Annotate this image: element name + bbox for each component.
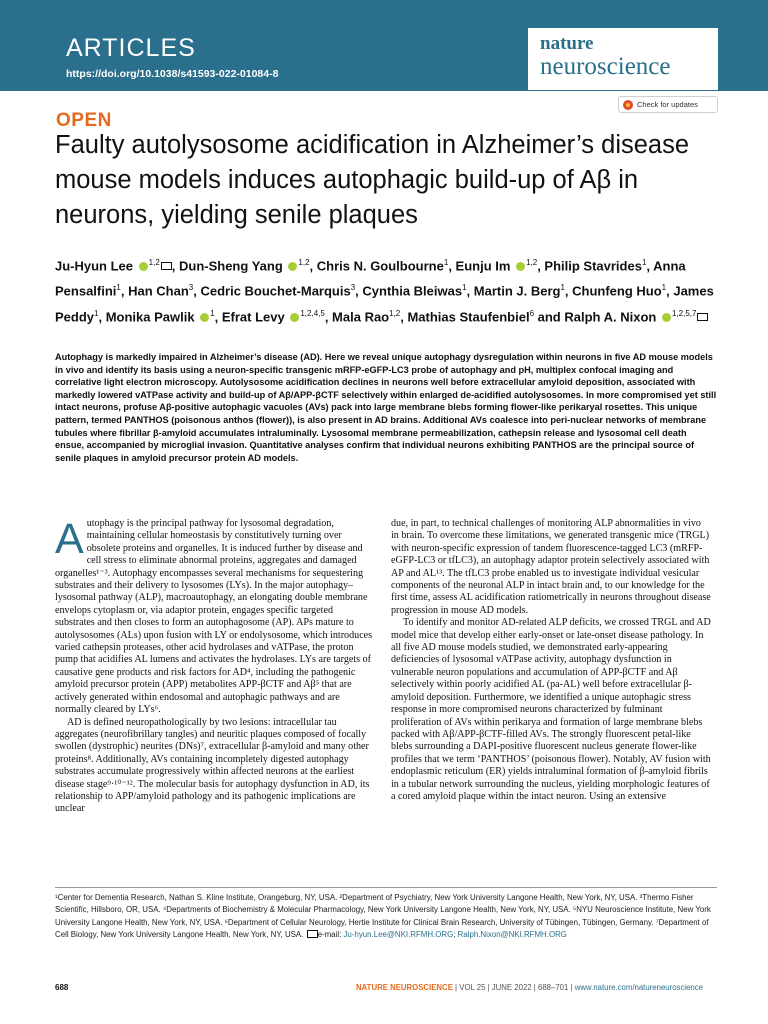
journal-name: NATURE NEUROSCIENCE bbox=[356, 983, 453, 992]
author-name[interactable]: , Mala Rao bbox=[324, 308, 390, 324]
author-name[interactable]: and Ralph A. Nixon bbox=[537, 308, 657, 324]
body-column-right bbox=[391, 518, 711, 803]
affiliation-ref: 1,2 bbox=[148, 258, 160, 267]
journal-citation bbox=[356, 983, 703, 992]
affiliation-ref: 1 bbox=[443, 258, 449, 267]
doi-link[interactable]: https://doi.org/10.1038/s41593-022-01084-8 bbox=[66, 68, 279, 80]
body-paragraph bbox=[55, 515, 375, 717]
email-label: e-mail: bbox=[317, 929, 342, 939]
check-for-updates-button[interactable] bbox=[618, 96, 718, 113]
affiliation-ref: 1,2 bbox=[526, 258, 538, 267]
email-icon bbox=[307, 930, 318, 938]
affiliation-ref: 3 bbox=[350, 283, 356, 293]
affiliation-ref: 1 bbox=[210, 308, 215, 318]
crossmark-icon bbox=[623, 100, 633, 110]
author-name[interactable]: , Eunju Im bbox=[448, 258, 511, 274]
body-paragraph: To identify and monitor AD-related ALP deficits, we crossed TRGL and AD model mice that develop either early-onset or late-onset disease pathology. In all five AD mouse models studied, we demonstrated early-appearing deficiencies of lysosomal vATPase activity, autophagy dysfunction in vulnerable neuron populations and accumulation of APP-βCTF and Aβ selectively within poorly acidified AL (pa-AL) well before extracellular β-amyloid deposition. Furthermore, we identified a unique autophagic stress response in more compromised neurons characterized by fulminant proliferation of AVs within perikarya and formation of large membrane blebs packed with Aβ/APP-βCTF-filled AVs. The strongly fluorescent petal-like blebs surrounding a DAPI-positive fluorescent nucleus generate flower-like profiles that we term ‘PANTHOS’ (poisonous flower). Notably, AV fusion with endoplasmic reticulum (ER) yields intraluminal formation of β-amyloid fibrils in a tubular network surrounding the nucleus, yielding morphologic features of a cored amyloid plaque within the intact neuron. Using an extensive bbox=[391, 617, 711, 802]
orcid-icon[interactable] bbox=[290, 313, 299, 322]
affiliations-text: ¹Center for Dementia Research, Nathan S. Kline Institute, Orangeburg, NY, USA. ²Department of Psychiatry, New York University Langone Health, New York, NY, USA. ³Thermo Fisher Scientific, Hillsboro, OR, USA. ⁴Departments of Biochemistry & Molecular Pharmacology, New York University Langone Health, New York, NY, USA. ⁵NYU Neuroscience Institute, New York University Langone Health, New York, NY, USA. ⁶Department of Cellular Neurology, Hertie Institute for Clinical Brain Research, University of Tübingen, Tübingen, Germany. ⁷Department of Cell Biology, New York University Langone Health, New York, NY, USA. bbox=[55, 893, 711, 939]
body-column-left bbox=[55, 515, 375, 816]
orcid-icon[interactable] bbox=[139, 262, 148, 271]
affiliation-ref: 6 bbox=[529, 308, 535, 318]
affiliation-ref: 1 bbox=[661, 283, 667, 293]
orcid-icon[interactable] bbox=[662, 313, 671, 322]
affiliation-ref: 1 bbox=[560, 283, 565, 293]
issue-info: | VOL 25 | JUNE 2022 | 688–701 | bbox=[452, 983, 575, 992]
email-link[interactable]: Ju-hyun.Lee@NKI.RFMH.ORG bbox=[343, 929, 454, 939]
author-name[interactable]: , Chunfeng Huo bbox=[564, 283, 662, 299]
affiliation-ref: 1 bbox=[641, 258, 647, 267]
journal-logo bbox=[528, 28, 718, 90]
affiliation-ref: 1 bbox=[462, 283, 467, 293]
journal-logo-line1: nature bbox=[540, 33, 594, 54]
affiliations bbox=[55, 892, 720, 941]
author-name[interactable]: , Chris N. Goulbourne bbox=[309, 258, 444, 274]
email-separator: ; bbox=[453, 929, 458, 939]
author-name[interactable]: , Efrat Levy bbox=[214, 308, 285, 324]
author-name[interactable]: , Mathias Staufenbiel bbox=[400, 308, 530, 324]
abstract: Autophagy is markedly impaired in Alzheimer’s disease (AD). Here we reveal unique autophagy dysregulation within neurons in five AD mouse models in vivo and identify its basis using a neuron-specific transgenic mRFP-eGFP-LC3 probe of autophagy and pH, multiplex confocal imaging and correlative light electron microscopy. Autolysosome acidification declines in neurons well before extracellular amyloid deposition, associated with markedly lowered vATPase activity and build-up of Aβ/APP-βCTF selectively within enlarged de-acidified autolysosomes. In more compromised yet still intact neurons, profuse Aβ-positive autophagic vacuoles (AVs) pack into large membrane blebs forming flower-like perikaryal rosettes. This unique pattern, termed PANTHOS (poisonous anthos (flower)), is also present in AD brains. Additional AVs coalesce into peri-nuclear networks of membrane tubules where fibrillar β-amyloid accumulates intraluminally. Lysosomal membrane permeabilization, cathepsin release and lysosomal cell death ensue, accompanied by microglial invasion. Quantitative analyses confirm that individual neurons exhibiting PANTHOS are the principal source of senile plaques in amyloid precursor protein AD models. bbox=[55, 352, 717, 463]
affiliation-ref: 1 bbox=[94, 308, 99, 318]
affiliation-ref: 3 bbox=[188, 283, 194, 293]
author-name[interactable]: , Anna Pensalfini bbox=[55, 258, 686, 299]
drop-cap: A bbox=[55, 515, 84, 563]
article-banner bbox=[0, 0, 768, 91]
author-name[interactable]: , Cedric Bouchet-Marquis bbox=[193, 283, 351, 299]
check-for-updates-label: Check for updates bbox=[637, 100, 698, 109]
affiliation-ref: 1,2,4,5 bbox=[300, 308, 325, 318]
email-link[interactable]: Ralph.Nixon@NKI.RFMH.ORG bbox=[457, 929, 567, 939]
journal-url-link[interactable]: www.nature.com/natureneuroscience bbox=[574, 983, 703, 992]
open-access-label: OPEN bbox=[56, 110, 112, 131]
journal-logo-line2: neuroscience bbox=[540, 53, 671, 80]
email-icon[interactable] bbox=[697, 313, 708, 321]
paragraph-text: utophagy is the principal pathway for lysosomal degradation, maintaining cellular homeostasis by constitutively turning over obsolete proteins and organelles. It is induced further by disease and cell stress to eliminate abnormal proteins, aggregates and damaged organelles¹⁻³. Autophagy encompasses several mechanisms for sequestering substrates and their delivery to lysosomes (LYs). In the major autophagy–lysosomal pathway (ALP), macroautophagy, an elongating double membrane envelops cytoplasm or, via adaptor protein, engages specific targeted substrates and then closes to form an autophagosome (AP). APs mature to autolysosomes (ALs) upon fusion with LY or endolysosome, which introduces varied cathepsin proteases, other acid hydrolases and vATPase, the proton pump that acidifies AL lumens and activates the hydrolases. LYs are targets of causative gene products and risk factors for AD⁴, including the pathogenic amyloid precursor protein (APP) metabolites APP-βCTF and Aβ⁵ that are actively generated within endosomal and autophagic pathways and are normally cleared by LYs⁶. bbox=[55, 518, 373, 716]
orcid-icon[interactable] bbox=[200, 313, 209, 322]
author-name[interactable]: , Philip Stavrides bbox=[537, 258, 642, 274]
orcid-icon[interactable] bbox=[288, 262, 297, 271]
section-kicker: ARTICLES bbox=[66, 34, 196, 62]
author-name[interactable]: Ju-Hyun Lee bbox=[55, 258, 134, 274]
author-list bbox=[55, 252, 725, 328]
orcid-icon[interactable] bbox=[516, 262, 525, 271]
author-name[interactable]: , Han Chan bbox=[120, 283, 189, 299]
author-name[interactable]: , Martin J. Berg bbox=[466, 283, 561, 299]
author-name[interactable]: , Monika Pawlik bbox=[98, 308, 195, 324]
body-paragraph: AD is defined neuropathologically by two lesions: intracellular tau aggregates (neurofibrillary tangles) and neuritic plaques composed of focally swollen (dystrophic) neurites (DNs)⁷, extracellular β-amyloid and many other proteins⁸. Additionally, AVs containing incompletely digested autophagy substrates accumulate progressively within affected neurons at the earliest disease stage⁹·¹⁰⁻¹². The molecular basis for autophagy dysfunction in AD, its relationship to APP/amyloid pathology and its pathogenic implications are unclear bbox=[55, 716, 370, 815]
affiliation-ref: 1 bbox=[116, 283, 121, 293]
article-title: Faulty autolysosome acidification in Alzheimer’s disease mouse models induces autophagic build-up of Aβ in neurons, yielding senile plaques bbox=[55, 131, 690, 229]
author-name[interactable]: , Cynthia Bleiwas bbox=[355, 283, 463, 299]
page-number: 688 bbox=[55, 983, 69, 992]
footnote-divider bbox=[55, 887, 717, 888]
author-name[interactable]: , James Peddy bbox=[55, 283, 714, 324]
affiliation-ref: 1,2 bbox=[389, 308, 401, 318]
author-name[interactable]: , Dun-Sheng Yang bbox=[171, 258, 283, 274]
affiliation-ref: 1,2 bbox=[298, 258, 310, 267]
affiliation-ref: 1,2,5,7 bbox=[671, 308, 697, 318]
email-icon[interactable] bbox=[161, 262, 172, 270]
body-paragraph: due, in part, to technical challenges of monitoring ALP abnormalities in vivo in brain. To overcome these limitations, we generated transgenic mice (TRGL) with neuron-specific expression of tandem fluorescence-tagged LC3 (mRFP-eGFP-LC3 or tfLC3), an autophagy adaptor protein selectively associated with AP and AL¹³. The tfLC3 probe enabled us to investigate individual vesicular components of the neuronal ALP in intact brain and, to our knowledge for the first time, assess AL acidification ratiometrically in neurons throughout disease progression in mouse AD models. bbox=[391, 518, 711, 616]
